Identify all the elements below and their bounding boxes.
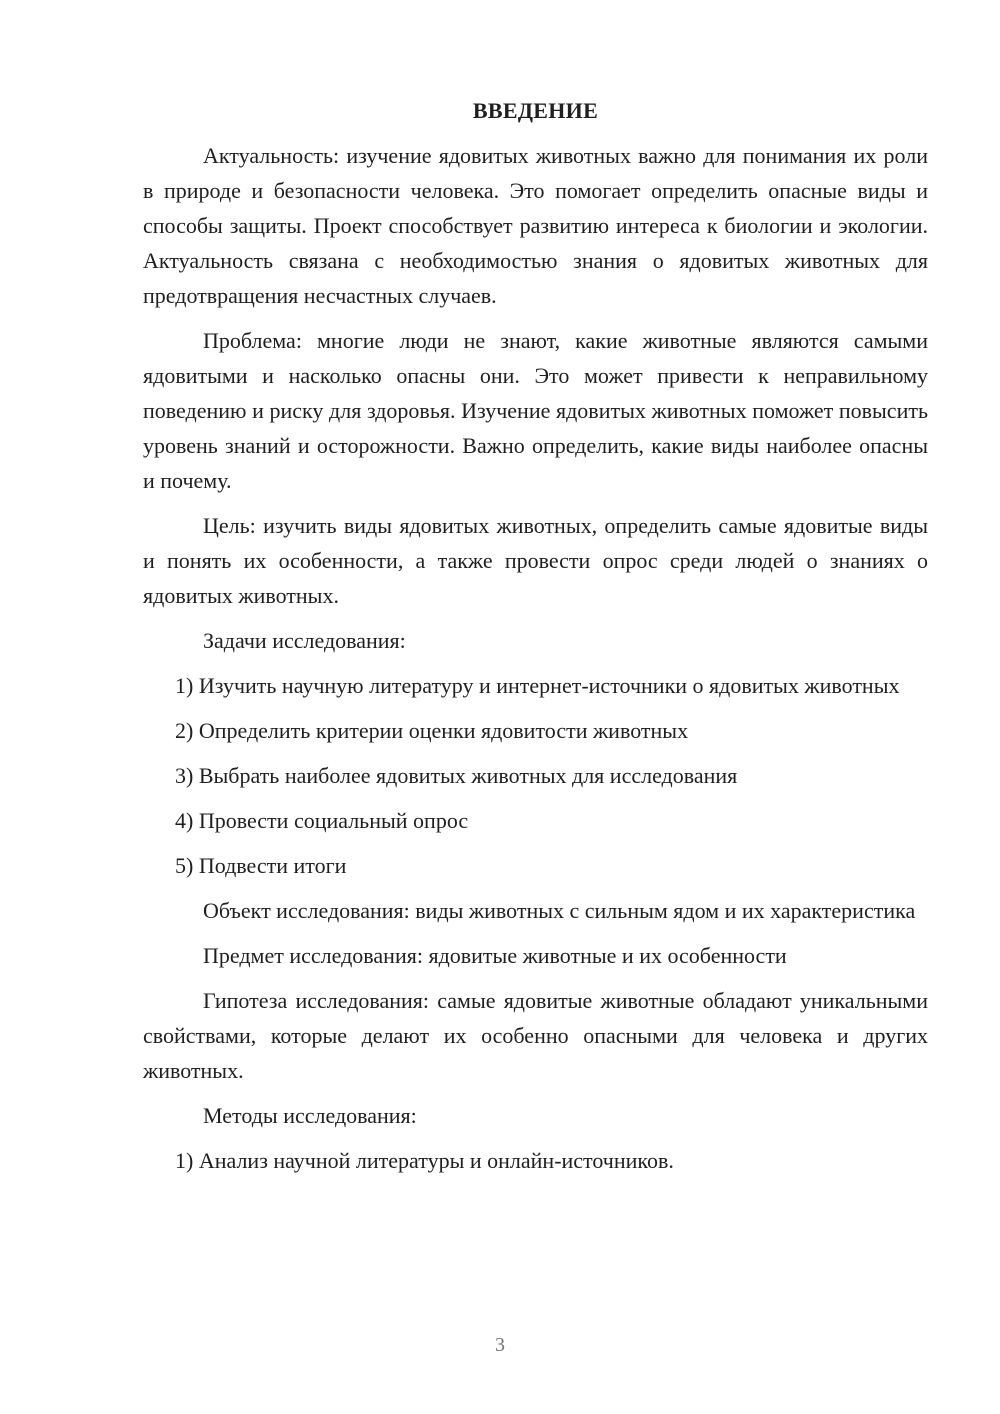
document-page bbox=[143, 96, 928, 1188]
methods-heading: Методы исследования: bbox=[203, 1103, 417, 1128]
object-paragraph: Объект исследования: виды животных с сильным ядом и их характеристика bbox=[203, 898, 916, 923]
subject-paragraph: Предмет исследования: ядовитые животные и их особенности bbox=[203, 943, 787, 968]
tasks-heading: Задачи исследования: bbox=[203, 628, 406, 653]
goal-paragraph: Цель: изучить виды ядовитых животных, определить самые ядовитые виды и понять их особенности, а также провести опрос среди людей о знаниях о ядовитых животных. bbox=[143, 513, 928, 608]
relevance-paragraph: Актуальность: изучение ядовитых животных важно для понимания их роли в природе и безопасности человека. Это помогает определить опасные виды и способы защиты. Проект способствует развитию интереса к биологии и экологии. Актуальность связана с необходимостью знания о ядовитых животных для предотвращения несчастных случаев. bbox=[143, 143, 928, 308]
task-item-3: 3) Выбрать наиболее ядовитых животных для исследования bbox=[175, 763, 738, 788]
problem-paragraph: Проблема: многие люди не знают, какие животные являются самыми ядовитыми и насколько опасны они. Это может привести к неправильному поведению и риску для здоровья. Изучение ядовитых животных поможет повысить уровень знаний и осторожности. Важно определить, какие виды наиболее опасны и почему. bbox=[143, 328, 928, 493]
hypothesis-paragraph: Гипотеза исследования: самые ядовитые животные обладают уникальными свойствами, которые делают их особенно опасными для человека и других животных. bbox=[143, 988, 928, 1083]
page-number: 3 bbox=[495, 1334, 505, 1356]
task-item-5: 5) Подвести итоги bbox=[175, 853, 347, 878]
page-title: ВВЕДЕНИЕ bbox=[472, 98, 599, 123]
method-item-1: 1) Анализ научной литературы и онлайн-источников. bbox=[175, 1148, 674, 1173]
task-item-2: 2) Определить критерии оценки ядовитости животных bbox=[175, 718, 689, 743]
task-item-4: 4) Провести социальный опрос bbox=[175, 808, 469, 833]
task-item-1: 1) Изучить научную литературу и интернет-источники о ядовитых животных bbox=[175, 673, 900, 698]
